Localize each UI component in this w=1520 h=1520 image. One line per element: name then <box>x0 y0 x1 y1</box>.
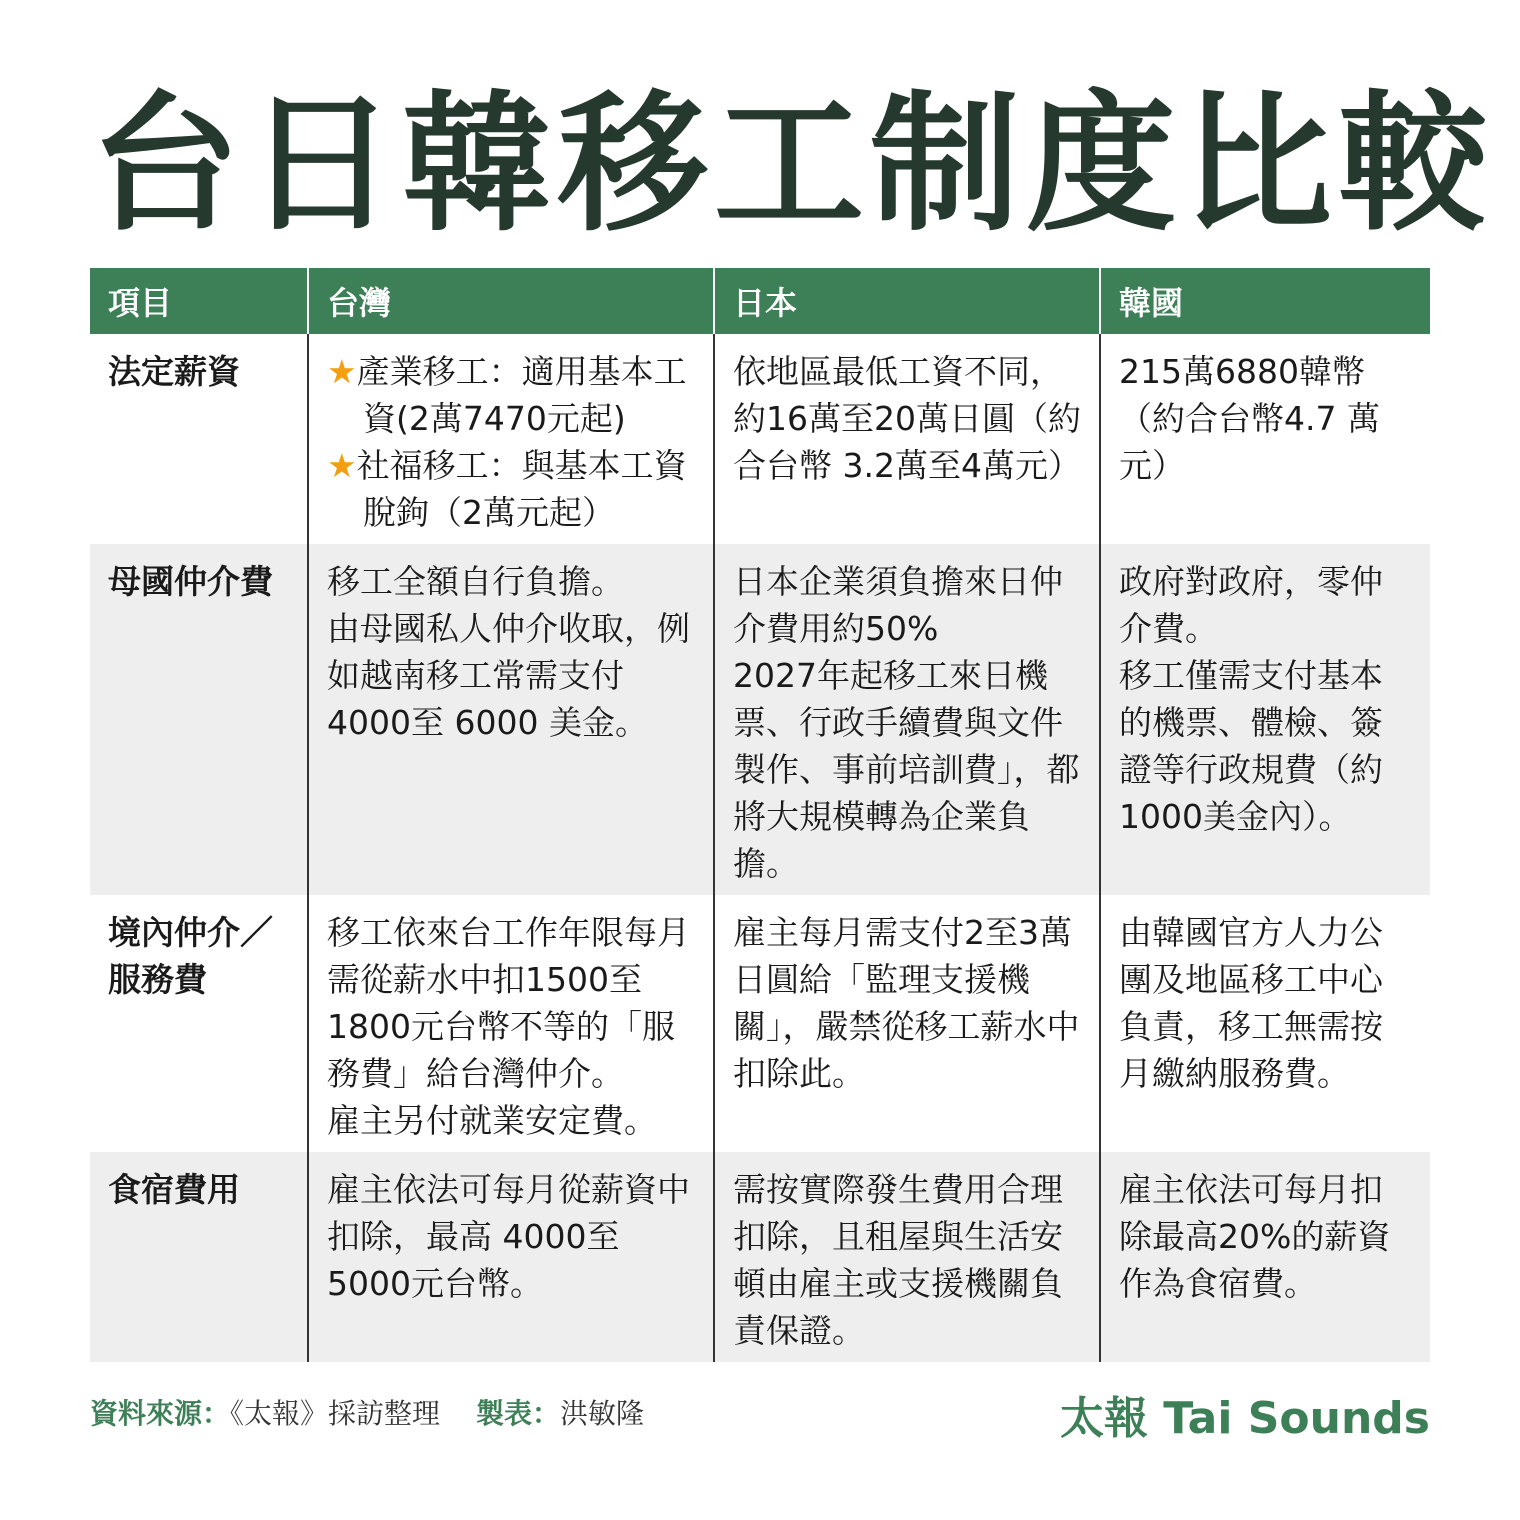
cell-text: 需按實際發生費用合理扣除，且租屋與生活安頓由雇主或支援機關負責保證。 <box>733 1170 1063 1350</box>
cell-taiwan <box>308 1152 714 1362</box>
cell-japan <box>714 895 1100 1152</box>
cell-japan <box>714 1152 1100 1362</box>
cell-text: 雇主依法可每月從薪資中扣除，最高 4000至5000元台幣。 <box>327 1170 690 1303</box>
cell-text: 政府對政府，零仲介費。 <box>1119 562 1383 648</box>
table-header-row <box>90 268 1430 334</box>
cell-text: 移工全額自行負擔。 <box>327 562 624 601</box>
header-item: 項目 <box>90 268 308 334</box>
cell-text: 由母國私人仲介收取，例如越南移工常需支付4000至 6000 美金。 <box>327 609 690 742</box>
cell-text: 移工依來台工作年限每月需從薪水中扣1500至1800元台幣不等的「服務費」給台灣仲介。 <box>327 913 690 1093</box>
cell-taiwan <box>308 334 714 544</box>
table-row <box>90 1152 1430 1362</box>
cell-text: 2027年起移工來日機票、行政手續費與文件製作、事前培訓費」，都將大規模轉為企業負擔。 <box>733 656 1080 883</box>
cell-text: 依地區最低工資不同，約16萬至20萬日圓（約合台幣 3.2萬至4萬元） <box>733 352 1081 485</box>
star-icon: ★ <box>327 352 357 391</box>
cell-korea <box>1100 1152 1430 1362</box>
cell-korea <box>1100 334 1430 544</box>
header-korea: 韓國 <box>1100 268 1430 334</box>
cell-taiwan <box>308 544 714 895</box>
list-item: ★社福移工：與基本工資脫鉤（2萬元起） <box>327 446 687 532</box>
list-item: ★產業移工：適用基本工資(2萬7470元起) <box>327 352 687 438</box>
cell-korea <box>1100 544 1430 895</box>
source-value: 《太報》採訪整理 <box>230 1397 441 1430</box>
cell-text: 移工僅需支付基本的機票、體檢、簽證等行政規費（約1000美金內）。 <box>1119 656 1383 836</box>
table-row <box>90 334 1430 544</box>
row-item-label: 食宿費用 <box>90 1152 308 1362</box>
row-item-label: 法定薪資 <box>108 352 240 391</box>
cell-korea <box>1100 895 1430 1152</box>
row-item-label: 境內仲介／服務費 <box>108 913 273 999</box>
header-taiwan: 台灣 <box>308 268 714 334</box>
page-title: 台日韓移工制度比較 <box>90 78 1495 252</box>
header-japan: 日本 <box>714 268 1100 334</box>
cell-text: 由韓國官方人力公團及地區移工中心負責，移工無需按月繳納服務費。 <box>1119 913 1383 1093</box>
table-row <box>90 895 1430 1152</box>
cell-text: 雇主另付就業安定費。 <box>327 1101 657 1140</box>
brand-logo: 太報 Tai Sounds <box>1059 1393 1430 1444</box>
table-row <box>90 544 1430 895</box>
comparison-table <box>90 268 1430 1362</box>
star-icon: ★ <box>327 446 357 485</box>
cell-text: 215萬6880韓幣（約合台幣4.7 萬元） <box>1119 352 1380 485</box>
source-label: 資料來源： <box>90 1397 231 1430</box>
cell-text: 日本企業須負擔來日仲介費用約50% <box>733 562 1063 648</box>
row-item-label: 母國仲介費 <box>90 544 308 895</box>
cell-japan <box>714 544 1100 895</box>
cell-text: 雇主依法可每月扣除最高20%的薪資作為食宿費。 <box>1119 1170 1391 1303</box>
cell-taiwan <box>308 895 714 1152</box>
cell-japan <box>714 334 1100 544</box>
cell-text: 雇主每月需支付2至3萬日圓給「監理支援機關」，嚴禁從移工薪水中扣除此。 <box>733 913 1080 1093</box>
maker-value: 洪敏隆 <box>560 1397 645 1430</box>
source-credit <box>90 1392 644 1432</box>
maker-label: 製表： <box>476 1397 561 1430</box>
